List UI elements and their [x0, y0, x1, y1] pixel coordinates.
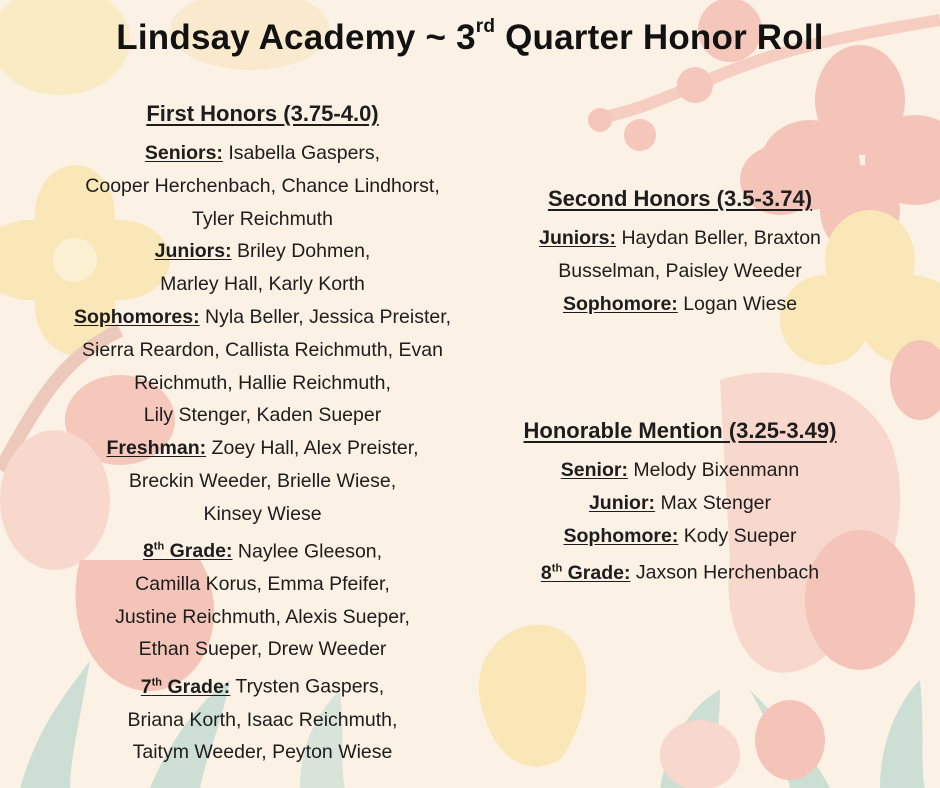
student-names: Busselman, Paisley Weeder	[558, 259, 802, 282]
grade-label: Juniors:	[539, 227, 617, 249]
grade-label: 7th Grade:	[140, 675, 231, 698]
first-honors-line	[45, 399, 480, 432]
student-names: Briana Korth, Isaac Reichmuth,	[127, 708, 398, 731]
second-honors-list	[490, 222, 870, 320]
first-honors-line	[45, 531, 480, 568]
grade-label: Sophomores:	[73, 305, 200, 328]
grade-label: Sophomore:	[562, 292, 678, 315]
second-honors-title: Second Honors (3.5-3.74)	[547, 186, 813, 211]
grade-label: Seniors:	[144, 142, 223, 164]
grade-label: Sophomore:	[563, 524, 679, 547]
first-honors-line	[45, 465, 480, 498]
honorable-mention-line	[490, 520, 870, 553]
student-names: Haydan Beller, Braxton	[616, 227, 821, 249]
title-text-end: Quarter Honor Roll	[495, 18, 824, 57]
honorable-mention-line	[490, 552, 870, 589]
second-honors-line	[490, 222, 870, 255]
title-superscript: rd	[475, 16, 496, 38]
first-honors-line	[45, 367, 480, 400]
first-honors-line	[45, 137, 480, 170]
honorable-mention-line	[490, 454, 870, 487]
student-names: Ethan Sueper, Drew Weeder	[138, 638, 387, 661]
student-names: Cooper Herchenbach, Chance Lindhorst,	[85, 174, 440, 197]
grade-label: Senior:	[560, 459, 628, 481]
first-honors-line	[45, 568, 480, 601]
student-names: Sierra Reardon, Callista Reichmuth, Evan	[82, 338, 443, 361]
first-honors-line	[45, 601, 480, 634]
grade-label: Juniors:	[154, 240, 232, 263]
title-text: Lindsay Academy ~ 3	[116, 18, 476, 57]
first-honors-line	[45, 235, 480, 268]
first-honors-line	[45, 736, 480, 769]
first-honors-line	[45, 666, 480, 703]
student-names: Isabella Gaspers,	[222, 142, 381, 164]
student-names: Kinsey Wiese	[203, 502, 322, 525]
second-honors-line	[490, 288, 870, 321]
first-honors-line	[45, 704, 480, 737]
student-names: Melody Bixenmann	[627, 459, 800, 481]
student-names: Reichmuth, Hallie Reichmuth,	[134, 371, 391, 394]
page-title	[0, 18, 940, 58]
student-names: Max Stenger	[655, 491, 772, 514]
student-names: Tyler Reichmuth	[192, 207, 333, 230]
student-names: Naylee Gleeson,	[232, 540, 383, 563]
first-honors-line	[45, 170, 480, 203]
grade-label: 8th Grade:	[142, 540, 233, 563]
honorable-mention-section	[490, 416, 870, 590]
first-honors-line	[45, 498, 480, 531]
student-names: Justine Reichmuth, Alexis Sueper,	[115, 605, 410, 628]
honorable-mention-list	[490, 454, 870, 590]
first-honors-section	[45, 99, 480, 769]
grade-label: Freshman:	[106, 437, 207, 460]
honorable-mention-line	[490, 487, 870, 520]
first-honors-line	[45, 268, 480, 301]
first-honors-line	[45, 633, 480, 666]
first-honors-title: First Honors (3.75-4.0)	[146, 101, 379, 126]
student-names: Lily Stenger, Kaden Sueper	[143, 404, 382, 427]
student-names: Kody Sueper	[678, 524, 797, 547]
student-names: Trysten Gaspers,	[230, 675, 385, 698]
student-names: Camilla Korus, Emma Pfeifer,	[135, 572, 390, 595]
student-names: Zoey Hall, Alex Preister,	[206, 437, 419, 460]
student-names: Marley Hall, Karly Korth	[160, 273, 365, 296]
student-names: Briley Dohmen,	[231, 240, 371, 263]
first-honors-list	[45, 137, 480, 769]
first-honors-line	[45, 334, 480, 367]
student-names: Nyla Beller, Jessica Preister,	[199, 305, 452, 328]
student-names: Logan Wiese	[677, 292, 798, 315]
second-honors-line	[490, 255, 870, 288]
first-honors-line	[45, 203, 480, 236]
first-honors-line	[45, 432, 480, 465]
second-honors-section	[490, 184, 870, 320]
student-names: Taitym Weeder, Peyton Wiese	[132, 741, 393, 764]
grade-label: 8th Grade:	[540, 561, 631, 584]
first-honors-line	[45, 301, 480, 334]
grade-label: Junior:	[588, 491, 656, 514]
honorable-mention-title: Honorable Mention (3.25-3.49)	[523, 418, 837, 443]
student-names: Breckin Weeder, Brielle Wiese,	[128, 469, 397, 492]
student-names: Jaxson Herchenbach	[630, 561, 820, 584]
